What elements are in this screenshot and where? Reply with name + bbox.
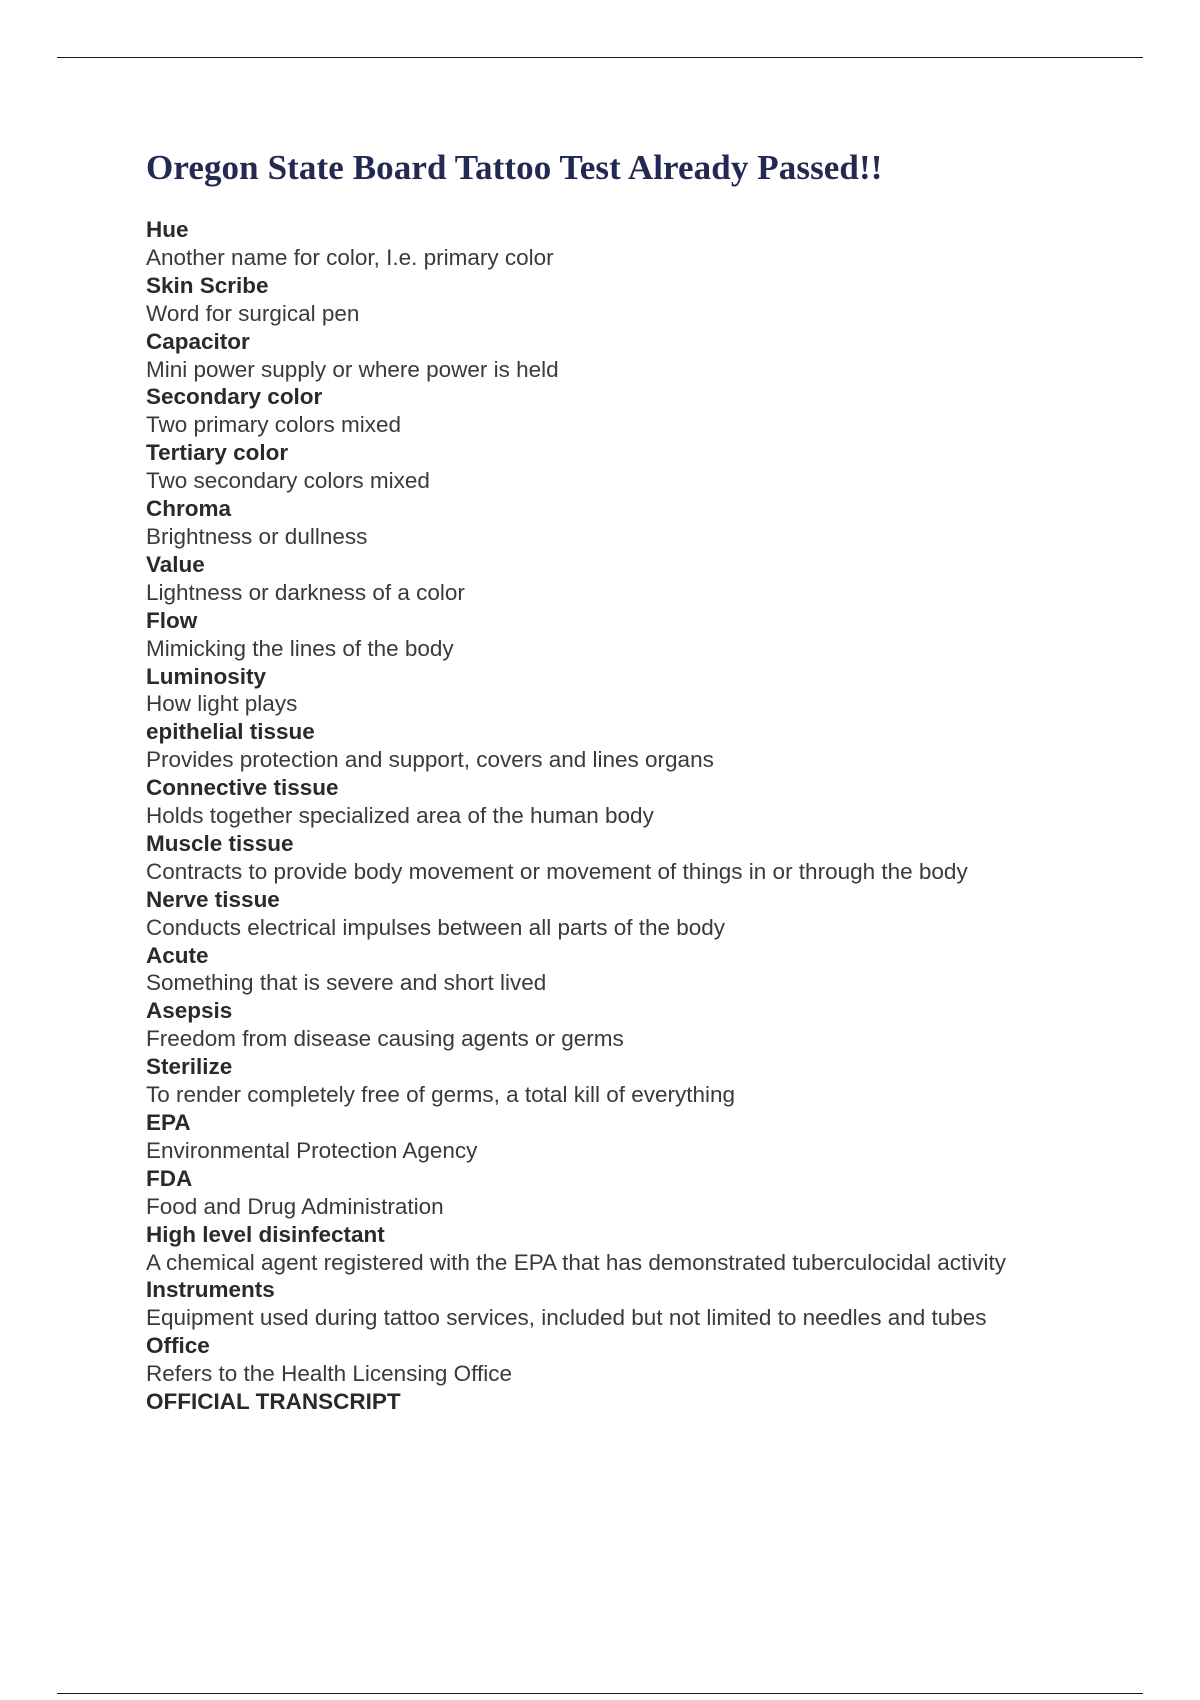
glossary-entry	[146, 495, 1146, 551]
glossary-entry	[146, 830, 1146, 886]
glossary-entry	[146, 718, 1146, 774]
glossary-definition: Something that is severe and short lived	[146, 970, 547, 996]
glossary-definition: Contracts to provide body movement or movement of things in or through the body	[146, 858, 968, 884]
glossary-term: Skin Scribe	[146, 272, 269, 298]
glossary-entry	[146, 1165, 1146, 1221]
glossary-term: Hue	[146, 217, 189, 242]
glossary-term: Asepsis	[146, 998, 233, 1024]
glossary-term: Value	[146, 551, 205, 577]
glossary-entry	[146, 383, 1146, 439]
glossary-definition: A chemical agent registered with the EPA that has demonstrated tuberculocidal activity	[146, 1249, 1007, 1275]
trailing-term: OFFICIAL TRANSCRIPT	[146, 1389, 401, 1415]
glossary-definition: Two primary colors mixed	[146, 412, 402, 438]
glossary-term: Connective tissue	[146, 775, 339, 801]
glossary-term: Luminosity	[146, 663, 267, 689]
top-rule	[57, 57, 1143, 58]
glossary-definition: Word for surgical pen	[146, 300, 360, 326]
glossary-entry	[146, 1221, 1146, 1277]
bottom-rule	[57, 1693, 1143, 1694]
glossary-definition: Mini power supply or where power is held	[146, 356, 559, 382]
glossary-entry	[146, 216, 1146, 272]
glossary-definition: Equipment used during tattoo services, included but not limited to needles and tubes	[146, 1305, 987, 1331]
glossary-definition: Two secondary colors mixed	[146, 468, 430, 494]
glossary-definition: Mimicking the lines of the body	[146, 635, 454, 661]
glossary-entry	[146, 997, 1146, 1053]
glossary-definition: How light plays	[146, 691, 298, 717]
glossary-term: High level disinfectant	[146, 1221, 385, 1247]
document-body	[146, 144, 1146, 1416]
glossary-definition: Conducts electrical impulses between all parts of the body	[146, 914, 726, 940]
glossary-entry	[146, 942, 1146, 998]
glossary-entry	[146, 1109, 1146, 1165]
glossary-entry	[146, 663, 1146, 719]
glossary-entry	[146, 272, 1146, 328]
glossary-term: FDA	[146, 1165, 193, 1191]
glossary-term: Office	[146, 1333, 210, 1359]
glossary-term: Secondary color	[146, 384, 323, 410]
document-title: Oregon State Board Tattoo Test Already Passed!!	[146, 148, 883, 187]
glossary-term: Acute	[146, 942, 209, 968]
glossary-term: Sterilize	[146, 1054, 233, 1080]
glossary-term: Instruments	[146, 1277, 275, 1303]
glossary-term: epithelial tissue	[146, 719, 315, 745]
glossary-entry	[146, 439, 1146, 495]
glossary-term: Flow	[146, 607, 198, 633]
glossary-list	[146, 216, 1146, 1388]
glossary-definition: Environmental Protection Agency	[146, 1137, 478, 1163]
glossary-definition: Refers to the Health Licensing Office	[146, 1361, 513, 1387]
glossary-entry	[146, 551, 1146, 607]
glossary-definition: Food and Drug Administration	[146, 1193, 444, 1219]
glossary-definition: Another name for color, I.e. primary color	[146, 244, 554, 270]
glossary-entry	[146, 774, 1146, 830]
glossary-entry	[146, 328, 1146, 384]
glossary-term: Nerve tissue	[146, 886, 280, 912]
glossary-definition: Freedom from disease causing agents or germs	[146, 1026, 624, 1052]
glossary-term: Tertiary color	[146, 440, 289, 466]
glossary-entry	[146, 607, 1146, 663]
glossary-entry	[146, 886, 1146, 942]
glossary-definition: To render completely free of germs, a total kill of everything	[146, 1082, 736, 1108]
glossary-definition: Brightness or dullness	[146, 523, 368, 549]
glossary-entry	[146, 1276, 1146, 1332]
glossary-definition: Provides protection and support, covers and lines organs	[146, 747, 714, 773]
glossary-term: EPA	[146, 1110, 191, 1135]
glossary-term: Muscle tissue	[146, 830, 294, 856]
glossary-definition: Holds together specialized area of the human body	[146, 803, 654, 829]
glossary-term: Capacitor	[146, 328, 250, 354]
glossary-entry	[146, 1332, 1146, 1388]
glossary-definition: Lightness or darkness of a color	[146, 579, 465, 605]
glossary-entry	[146, 1053, 1146, 1109]
glossary-term: Chroma	[146, 496, 232, 522]
